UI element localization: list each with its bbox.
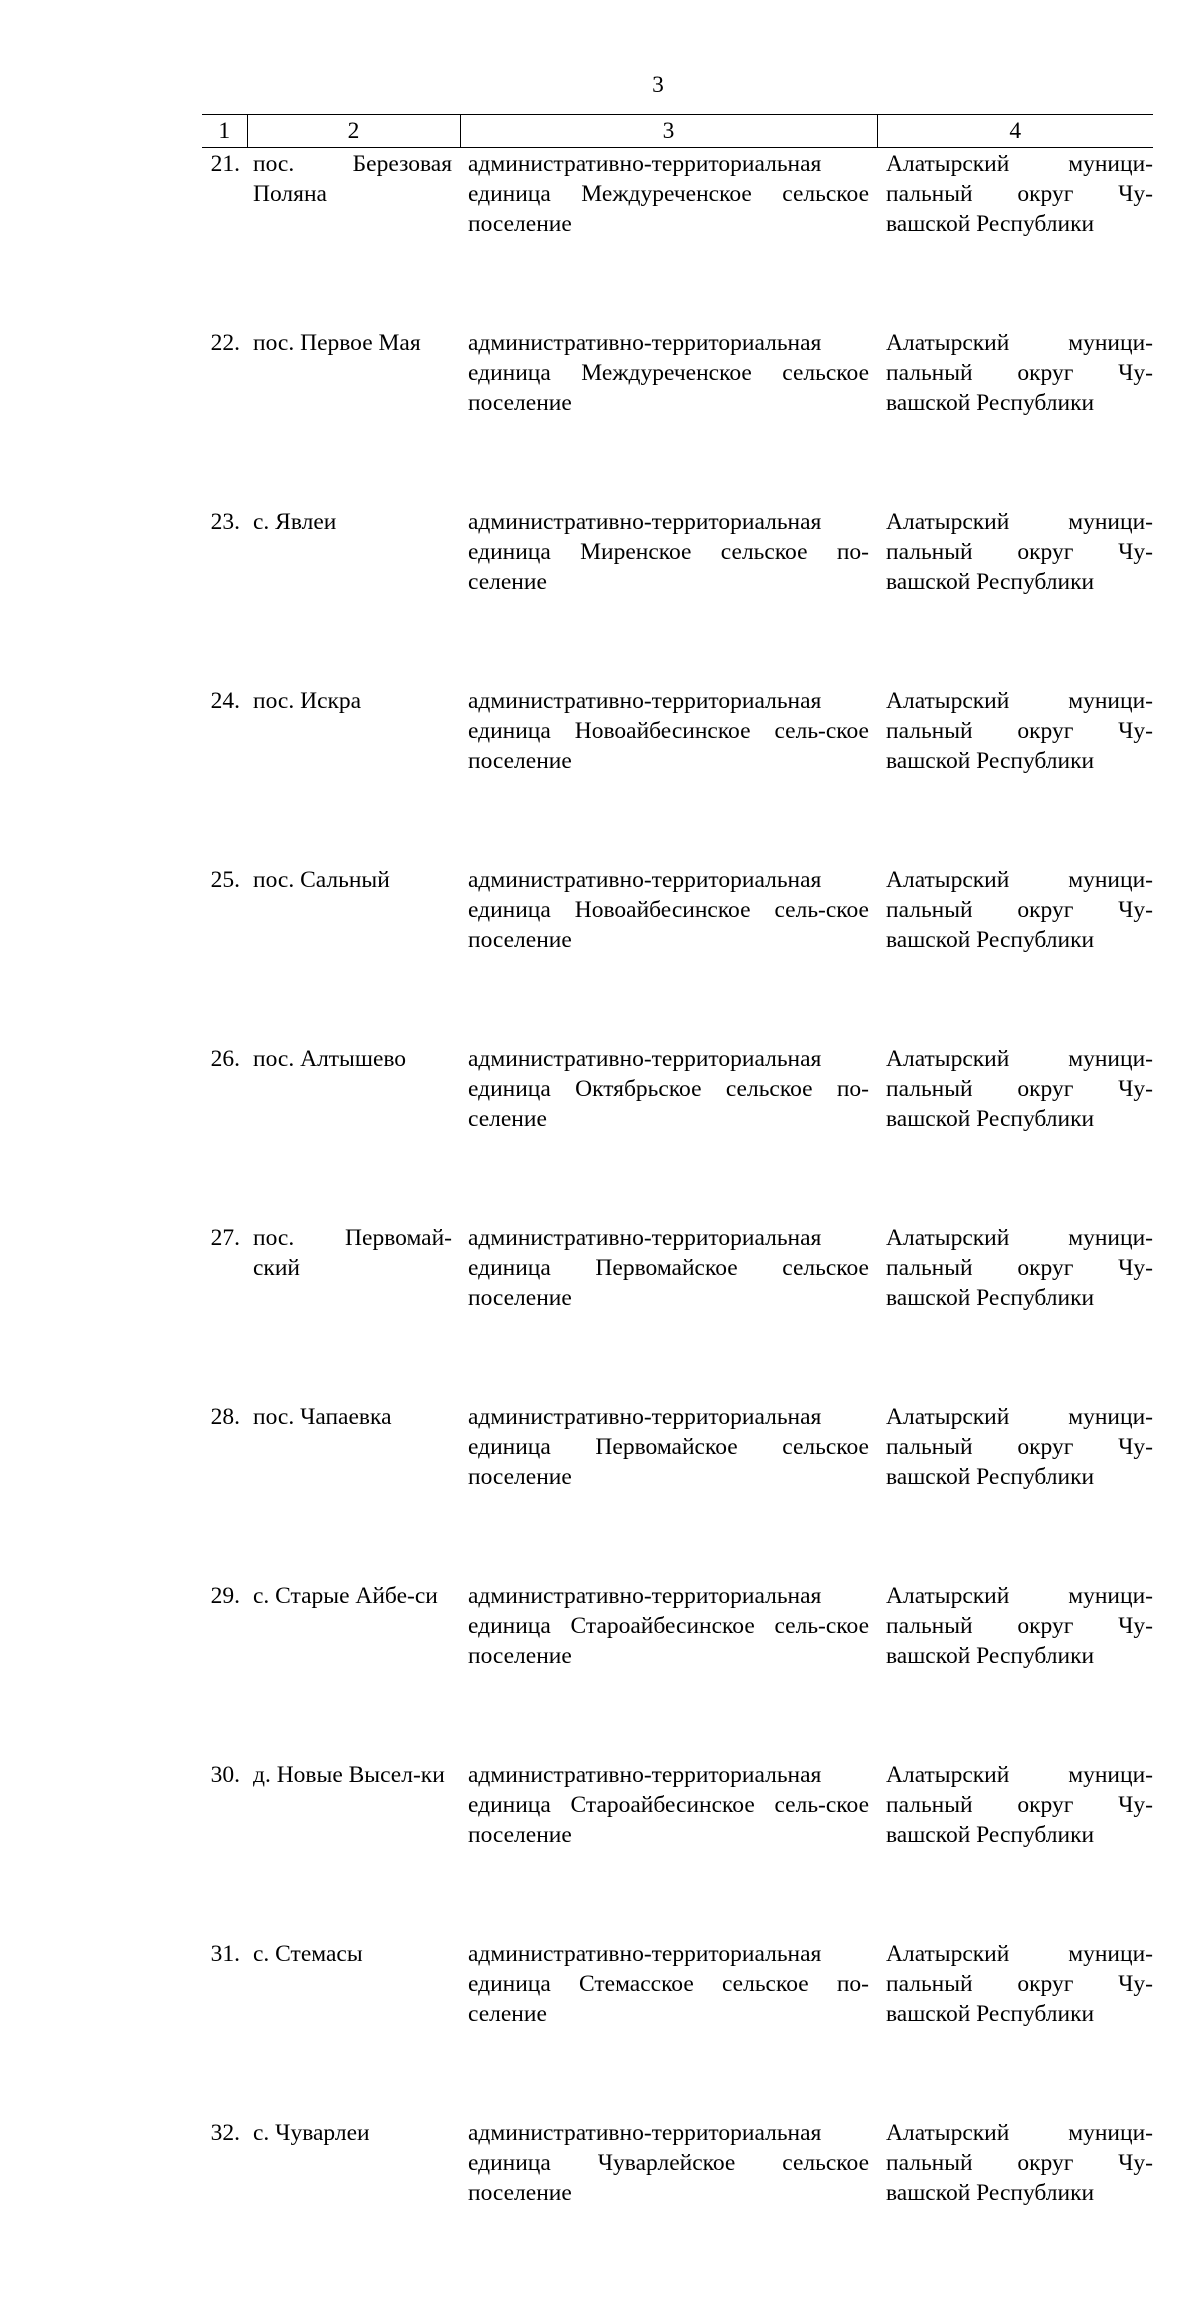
row-number: 30. xyxy=(202,1760,247,1939)
settlement-name: с. Явлеи xyxy=(247,507,460,686)
territorial-unit: административно-территориальная единица Первомайское сельское поселение xyxy=(460,1223,877,1402)
settlement-name: пос. Искра xyxy=(247,686,460,865)
municipal-district: Алатырский муници-пальный округ Чу-вашской Республики xyxy=(877,865,1153,1044)
settlement-name: с. Старые Айбе-си xyxy=(247,1581,460,1760)
territorial-unit: административно-территориальная единица Чуварлейское сельское поселение xyxy=(460,2118,877,2297)
settlement-name: пос. Алтышево xyxy=(247,1044,460,1223)
table-row xyxy=(202,865,1153,1044)
territorial-unit: административно-территориальная единица Новоайбесинское сель-ское поселение xyxy=(460,865,877,1044)
settlement-name: пос. Березовая Поляна xyxy=(247,148,460,329)
municipal-district: Алатырский муници-пальный округ Чу-вашской Республики xyxy=(877,1760,1153,1939)
municipal-district: Алатырский муници-пальный округ Чу-вашской Республики xyxy=(877,1581,1153,1760)
table-body xyxy=(202,148,1153,2297)
column-header-1: 1 xyxy=(202,115,247,148)
municipal-district: Алатырский муници-пальный округ Чу-вашской Республики xyxy=(877,686,1153,865)
territorial-unit: административно-территориальная единица Староайбесинское сель-ское поселение xyxy=(460,1581,877,1760)
row-number: 21. xyxy=(202,148,247,329)
row-number: 24. xyxy=(202,686,247,865)
row-number: 22. xyxy=(202,328,247,507)
page-number: 3 xyxy=(0,70,1200,100)
settlement-name: пос. Первое Мая xyxy=(247,328,460,507)
table-row xyxy=(202,507,1153,686)
municipal-district: Алатырский муници-пальный округ Чу-вашской Республики xyxy=(877,2118,1153,2297)
row-number: 26. xyxy=(202,1044,247,1223)
municipal-district: Алатырский муници-пальный округ Чу-вашской Республики xyxy=(877,507,1153,686)
column-header-2: 2 xyxy=(247,115,460,148)
territorial-unit: административно-территориальная единица Староайбесинское сель-ское поселение xyxy=(460,1760,877,1939)
row-number: 28. xyxy=(202,1402,247,1581)
row-number: 25. xyxy=(202,865,247,1044)
territorial-unit: административно-территориальная единица Междуреченское сельское поселение xyxy=(460,148,877,329)
settlement-name: пос. Сальный xyxy=(247,865,460,1044)
table-header xyxy=(202,115,1153,148)
row-number: 27. xyxy=(202,1223,247,1402)
settlement-name: с. Стемасы xyxy=(247,1939,460,2118)
territorial-unit: административно-территориальная единица Новоайбесинское сель-ское поселение xyxy=(460,686,877,865)
row-number: 29. xyxy=(202,1581,247,1760)
territorial-unit: административно-территориальная единица Октябрьское сельское по-селение xyxy=(460,1044,877,1223)
territorial-unit: административно-территориальная единица Первомайское сельское поселение xyxy=(460,1402,877,1581)
table-row xyxy=(202,1581,1153,1760)
row-number: 23. xyxy=(202,507,247,686)
territorial-unit: административно-территориальная единица Миренское сельское по-селение xyxy=(460,507,877,686)
territorial-unit: административно-территориальная единица Стемасское сельское по-селение xyxy=(460,1939,877,2118)
settlement-name: с. Чуварлеи xyxy=(247,2118,460,2297)
settlements-table xyxy=(202,114,1153,2297)
settlement-name: д. Новые Высел-ки xyxy=(247,1760,460,1939)
municipal-district: Алатырский муници-пальный округ Чу-вашской Республики xyxy=(877,1402,1153,1581)
table-row xyxy=(202,1939,1153,2118)
municipal-district: Алатырский муници-пальный округ Чу-вашской Республики xyxy=(877,1939,1153,2118)
table-row xyxy=(202,148,1153,329)
table-row xyxy=(202,1402,1153,1581)
settlement-name: пос. Первомай-ский xyxy=(247,1223,460,1402)
table-row xyxy=(202,1760,1153,1939)
table-row xyxy=(202,328,1153,507)
municipal-district: Алатырский муници-пальный округ Чу-вашской Республики xyxy=(877,1044,1153,1223)
row-number: 31. xyxy=(202,1939,247,2118)
municipal-district: Алатырский муници-пальный округ Чу-вашской Республики xyxy=(877,1223,1153,1402)
column-header-4: 4 xyxy=(877,115,1153,148)
territorial-unit: административно-территориальная единица Междуреченское сельское поселение xyxy=(460,328,877,507)
table-row xyxy=(202,1044,1153,1223)
table-row xyxy=(202,686,1153,865)
column-header-3: 3 xyxy=(460,115,877,148)
table-row xyxy=(202,1223,1153,1402)
table-row xyxy=(202,2118,1153,2297)
settlement-name: пос. Чапаевка xyxy=(247,1402,460,1581)
header-row xyxy=(202,115,1153,148)
row-number: 32. xyxy=(202,2118,247,2297)
municipal-district: Алатырский муници-пальный округ Чу-вашской Республики xyxy=(877,148,1153,329)
municipal-district: Алатырский муници-пальный округ Чу-вашской Республики xyxy=(877,328,1153,507)
